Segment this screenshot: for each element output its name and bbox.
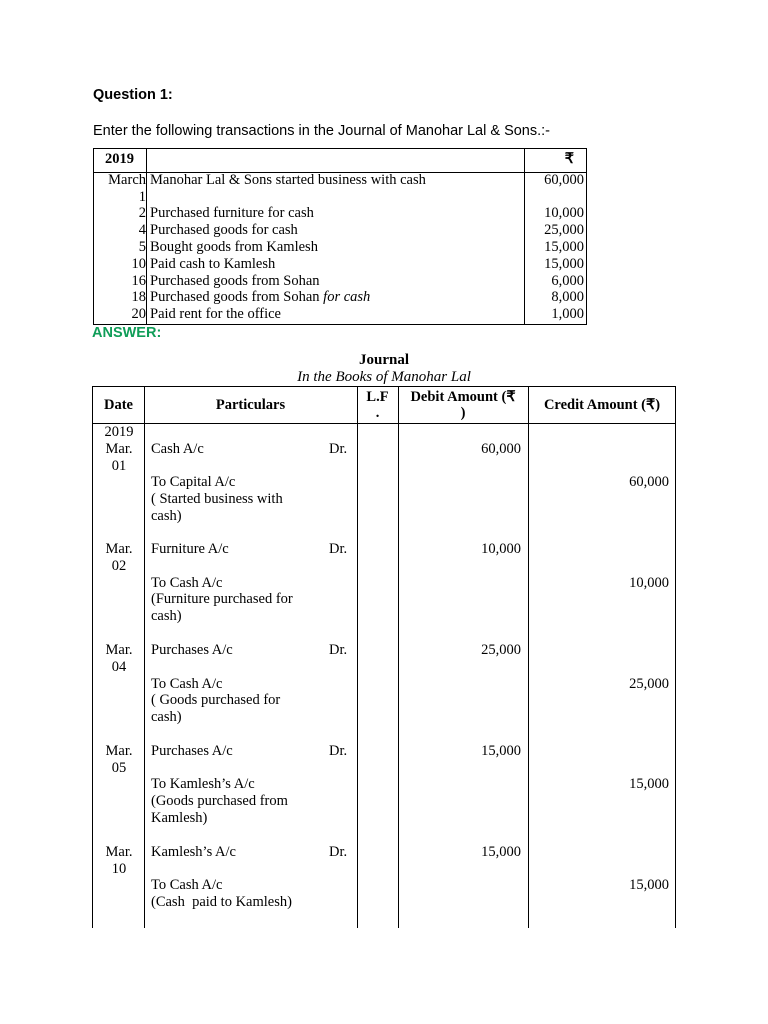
answer-label: ANSWER: [92,325,162,341]
txn-amount: 6,000 [551,273,584,289]
column-divider [357,387,358,928]
entry-day: 02 [111,558,127,574]
credit-account: To Cash A/c [151,575,223,591]
entry-month: Mar. [105,844,133,860]
table-row [94,205,586,222]
table-row [94,256,586,273]
debit-account: Cash A/c [151,441,204,457]
journal-table [92,386,676,928]
txn-date: 18 [131,289,146,305]
credit-amount: 15,000 [629,776,669,792]
debit-account: Furniture A/c [151,541,229,557]
txn-amount: 15,000 [544,256,584,272]
txn-date: 2 [138,205,146,221]
narration-line: cash) [151,709,182,725]
credit-amount: 60,000 [629,474,669,490]
dr-label: Dr. [329,541,348,557]
credit-account: To Capital A/c [151,474,236,490]
txn-date: 4 [138,222,146,238]
credit-amount: 25,000 [629,676,669,692]
txn-date: 16 [131,273,146,289]
question-text: Enter the following transactions in the Journal of Manohar Lal & Sons.:- [93,123,551,139]
header-lf-line2: . [375,405,380,421]
dr-label: Dr. [329,844,348,860]
txn-date: March [108,172,146,188]
header-credit: Credit Amount (₹) [543,397,661,413]
header-debit [398,387,528,423]
txn-particulars: Manohar Lal & Sons started business with cash [150,172,426,188]
entry-day: 04 [111,659,127,675]
narration-line: (Goods purchased from [151,793,288,809]
txn-amount: 15,000 [544,239,584,255]
entry-month: Mar. [105,441,133,457]
txn-date: 1 [138,189,146,205]
journal-subtitle: In the Books of Manohar Lal [297,369,471,385]
credit-amount: 10,000 [629,575,669,591]
entry-month: Mar. [105,743,133,759]
table-row [94,273,586,290]
header-lf [357,387,398,423]
credit-account: To Cash A/c [151,676,223,692]
txn-particulars: Purchased goods for cash [150,222,298,238]
txn-date: 20 [131,306,146,322]
narration-line: (Furniture purchased for [151,591,293,607]
table-row [94,289,586,306]
debit-amount: 15,000 [481,844,521,860]
header-debit-line2: ) [460,405,466,421]
journal-title: Journal [358,352,409,368]
txn-amount: 8,000 [551,289,584,305]
txn-amount: 60,000 [544,172,584,188]
debit-account: Purchases A/c [151,743,233,759]
question-title: Question 1: [93,87,173,103]
narration-line: Kamlesh) [151,810,208,826]
debit-amount: 60,000 [481,441,521,457]
credit-account: To Cash A/c [151,877,223,893]
narration-line: ( Goods purchased for [151,692,281,708]
txn-amount: 25,000 [544,222,584,238]
header-lf-line1: L.F [366,389,389,405]
entry-day: 05 [111,760,127,776]
entry-day: 10 [111,861,127,877]
table-row [94,189,586,206]
narration-line: (Cash paid to Kamlesh) [151,894,292,910]
narration-line: cash) [151,608,182,624]
entry-month: Mar. [105,541,133,557]
txn-amount: 10,000 [544,205,584,221]
credit-amount: 15,000 [629,877,669,893]
table-row [94,222,586,239]
rupee-icon: ₹ [564,151,574,167]
narration-line: ( Started business with [151,491,283,507]
journal-year: 2019 [104,424,134,440]
header-debit-line1: Debit Amount (₹ [410,389,516,405]
header-divider [93,423,675,424]
dr-label: Dr. [329,743,348,759]
transactions-table [93,148,587,325]
txn-date: 5 [138,239,146,255]
txn-amount: 1,000 [551,306,584,322]
table-row [94,239,586,256]
column-divider [144,387,145,928]
txn-particulars [150,289,370,306]
txn-particulars: Bought goods from Kamlesh [150,239,318,255]
txn-particulars: Paid cash to Kamlesh [150,256,276,272]
txn-date: 10 [131,256,146,272]
txn-particulars-italic: for cash [323,289,371,305]
debit-amount: 25,000 [481,642,521,658]
txn-particulars: Paid rent for the office [150,306,281,322]
table-row [94,172,586,189]
dr-label: Dr. [329,642,348,658]
dr-label: Dr. [329,441,348,457]
transactions-year-header: 2019 [105,151,134,167]
narration-line: cash) [151,508,182,524]
debit-amount: 10,000 [481,541,521,557]
txn-particulars: Purchased furniture for cash [150,205,314,221]
debit-account: Purchases A/c [151,642,233,658]
txn-particulars-text: Purchased goods from Sohan [150,289,324,305]
header-particulars: Particulars [215,397,286,413]
credit-account: To Kamlesh’s A/c [151,776,255,792]
table-row [94,306,586,323]
entry-month: Mar. [105,642,133,658]
header-date: Date [104,397,133,413]
entry-day: 01 [111,458,127,474]
txn-particulars: Purchased goods from Sohan [150,273,320,289]
column-divider [528,387,529,928]
debit-amount: 15,000 [481,743,521,759]
debit-account: Kamlesh’s A/c [151,844,236,860]
